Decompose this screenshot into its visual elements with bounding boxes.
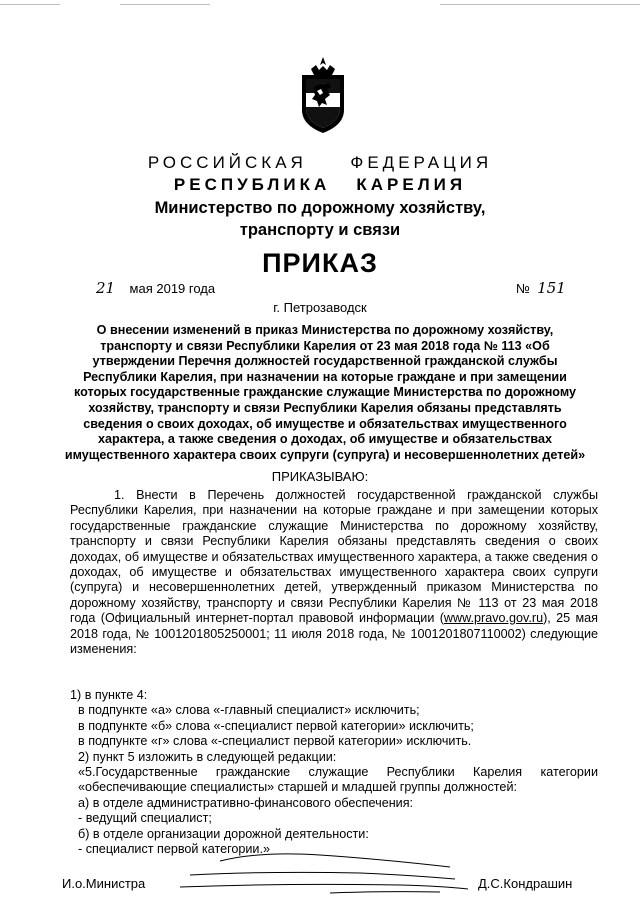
header-country: РОССИЙСКАЯ ФЕДЕРАЦИЯ — [147, 153, 493, 172]
pravo-gov-link[interactable]: www.pravo.gov.ru — [443, 611, 544, 626]
signatory-name: Д.С.Кондрашин — [478, 876, 573, 891]
scan-artifact — [0, 4, 60, 5]
number-label: № — [516, 281, 530, 296]
document-type: ПРИКАЗ — [262, 248, 378, 278]
list-item: - специалист первой категории.» — [78, 842, 270, 857]
list-item: 2) пункт 5 изложить в следующей редакции: — [78, 749, 337, 764]
document-title: О внесении изменений в приказ Министерства по дорожному хозяйству, транспорту и связи Республики Карелия от 23 мая 2018 года № 113 «Об утверждении Перечня должностей государственной гражданской службы Республики Карелия, при назначении на которые граждане и при замещении которых государственные гражданские служащие Министерства по дорожному хозяйству, транспорту и связи Республики Карелия обязаны представлять сведения о своих доходах, об имуществе и обязательствах имущественного характера, а также сведения о доходах, об имуществе и обязательствах имущественного характера своих супруги (супруга) и несовершеннолетних детей» — [64, 323, 586, 462]
list-item: в подпункте «а» слова «-главный специалист» исключить; — [78, 703, 420, 718]
document-date — [96, 279, 215, 297]
list-item: а) в отделе административно-финансового обеспечения: — [78, 795, 414, 810]
document-number — [516, 279, 566, 297]
scan-artifact — [120, 4, 210, 5]
header-ministry-line1: Министерство по дорожному хозяйству, — [154, 199, 486, 217]
date-day-handwritten: 21 — [96, 279, 116, 297]
number-handwritten: 151 — [537, 279, 566, 297]
document-city: г. Петрозаводск — [273, 300, 367, 315]
order-word: ПРИКАЗЫВАЮ: — [271, 469, 369, 484]
list-item: - ведущий специалист; — [78, 811, 212, 826]
list-item: «5.Государственные гражданские служащие Республики Карелия категории «обеспечивающие специалисты» старшей и младшей группы должностей: — [78, 765, 598, 795]
date-rest: мая 2019 года — [129, 281, 216, 296]
list-item: 1) в пункте 4: — [70, 688, 148, 702]
signatory-title: И.о.Министра — [62, 876, 146, 891]
list-item: в подпункте «г» слова «-специалист первой категории» исключить. — [78, 734, 472, 749]
handwritten-signature — [150, 845, 470, 900]
karelia-coat-of-arms-icon — [297, 55, 349, 135]
changes-list — [70, 688, 598, 857]
header-ministry-line2: транспорту и связи — [239, 221, 401, 239]
header-republic: РЕСПУБЛИКА КАРЕЛИЯ — [173, 175, 467, 194]
document-body — [70, 488, 598, 657]
scan-artifact — [440, 4, 640, 5]
body-paragraph-1: 1. Внести в Перечень должностей государственной гражданской службы Республики Карелия, при назначении на которые граждане и при замещении которых государственные гражданские служащие Министерства по дорожному хозяйству, транспорту и связи Республики Карелия обязаны представлять сведения о своих доходах, об имуществе и обязательствах имущественного характера, а также сведения о доходах, об имуществе и обязательствах имущественного характера своих супруги (супруга) и несовершеннолетних детей, утвержденный приказом Министерства по дорожному хозяйству, транспорту и связи Республики Карелия № 113 от 23 мая 2018 года (Официальный интернет-портал правовой информации (www.pravo.gov.ru), 25 мая 2018 года, № 1001201805250001; 11 июля 2018 года, № 1001201807110002) следующие изменения: — [70, 488, 598, 657]
list-item: б) в отделе организации дорожной деятельности: — [78, 826, 369, 841]
list-item: в подпункте «б» слова «-специалист первой категории» исключить; — [78, 718, 474, 733]
